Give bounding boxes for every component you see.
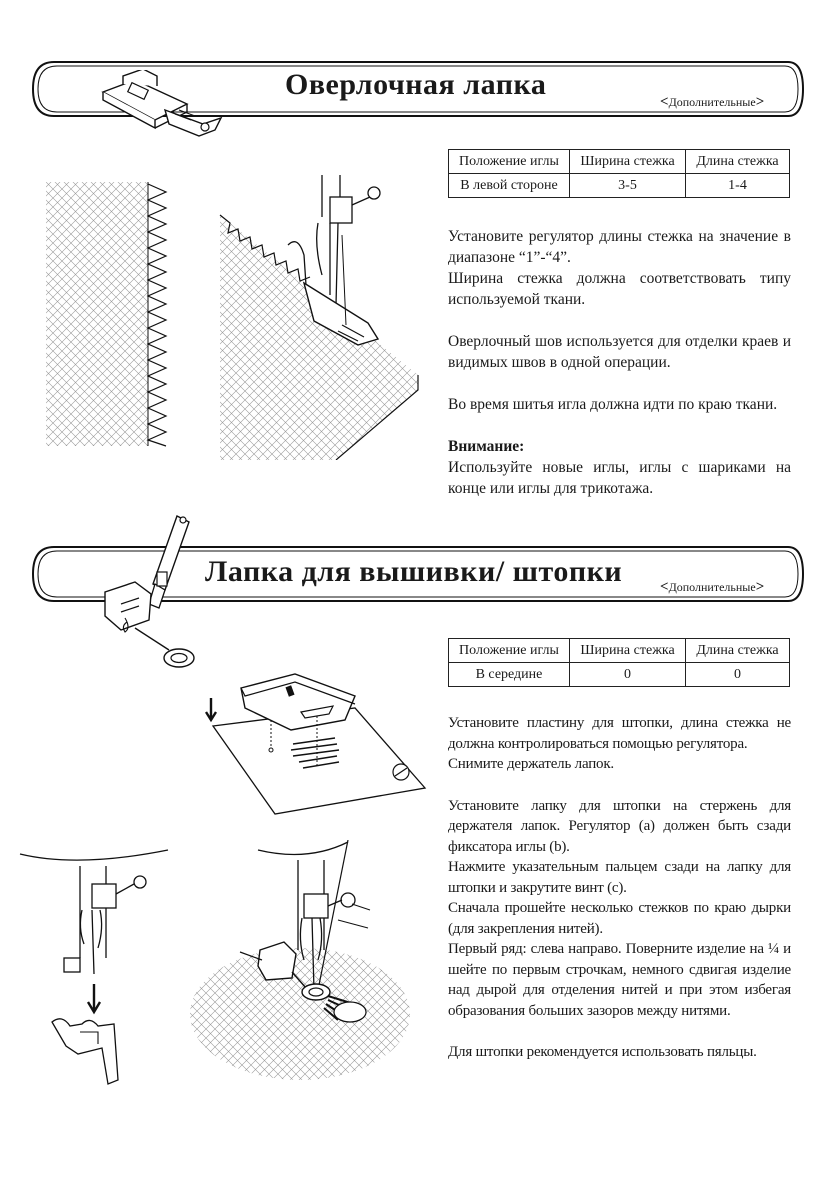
table-cell: 1-4 xyxy=(686,174,790,198)
table-header-row xyxy=(449,639,790,663)
section2-title: Лапка для вышивки/ штопки xyxy=(205,555,623,588)
table-header-cell: Ширина стежка xyxy=(570,639,686,663)
table-row xyxy=(449,174,790,198)
paragraph: Сначала прошейте несколько стежков по краю дырки (для закрепления нитей). xyxy=(448,900,791,937)
table-header-cell: Ширина стежка xyxy=(570,150,686,174)
section1-title: Оверлочная лапка xyxy=(285,68,547,101)
table-header-cell: Положение иглы xyxy=(449,639,570,663)
darning-foot-icon xyxy=(95,512,205,672)
table-cell: В середине xyxy=(449,663,570,687)
table-row xyxy=(449,663,790,687)
note-text: Используйте новые иглы, иглы с шариками на конце или иглы для трикотажа. xyxy=(448,459,791,497)
section2-spec-table xyxy=(448,638,790,687)
paragraph: Установите пластину для штопки, длина стежка не должна контролироваться помощью регулятора. xyxy=(448,715,791,752)
section2-tag: <Дополнительные> xyxy=(660,579,765,595)
table-cell: В левой стороне xyxy=(449,174,570,198)
paragraph: Установите регулятор длины стежка на значение в диапазоне “1”-“4”. xyxy=(448,228,791,266)
table-cell: 3-5 xyxy=(570,174,686,198)
overlock-foot-icon xyxy=(95,70,235,140)
paragraph: Нажмите указательным пальцем сзади на лапку для штопки и закрутите винт (c). xyxy=(448,859,791,896)
paragraph: Первый ряд: слева направо. Поверните изделие на ¼ и шейте по первым строчкам, немного сдвигая изделие над дырой для отделения нитей и при этом избегая образования больших зазоров между нитями. xyxy=(448,941,791,1019)
paragraph: Оверлочный шов используется для отделки краев и видимых швов в одной операции. xyxy=(448,333,791,371)
paragraph: Для штопки рекомендуется использовать пяльцы. xyxy=(448,1044,757,1060)
darning-plate-icon xyxy=(205,668,435,818)
table-cell: 0 xyxy=(686,663,790,687)
table-header-row xyxy=(449,150,790,174)
section1-tag: <Дополнительные> xyxy=(660,94,765,110)
overlock-fabric-icon xyxy=(44,180,174,450)
section2-text xyxy=(448,713,791,1063)
section2-tag-label: Дополнительные xyxy=(668,580,756,594)
section1-spec-table xyxy=(448,149,790,198)
paragraph: Установите лапку для штопки на стержень для держателя лапок. Регулятор (a) должен быть сзади фиксатора иглы (b). xyxy=(448,797,791,855)
darning-sewing-icon xyxy=(188,840,438,1090)
section1-text xyxy=(448,226,791,499)
section1-tag-label: Дополнительные xyxy=(668,95,756,109)
table-header-cell: Положение иглы xyxy=(449,150,570,174)
paragraph: Ширина стежка должна соответствовать типу используемой ткани. xyxy=(448,270,791,308)
presser-bar-icon xyxy=(18,848,178,1088)
paragraph: Во время шитья игла должна идти по краю ткани. xyxy=(448,396,778,413)
overlock-sewing-icon xyxy=(218,175,428,460)
table-cell: 0 xyxy=(570,663,686,687)
note-title: Внимание: xyxy=(448,438,525,455)
table-header-cell: Длина стежка xyxy=(686,150,790,174)
table-header-cell: Длина стежка xyxy=(686,639,790,663)
paragraph: Снимите держатель лапок. xyxy=(448,756,614,772)
